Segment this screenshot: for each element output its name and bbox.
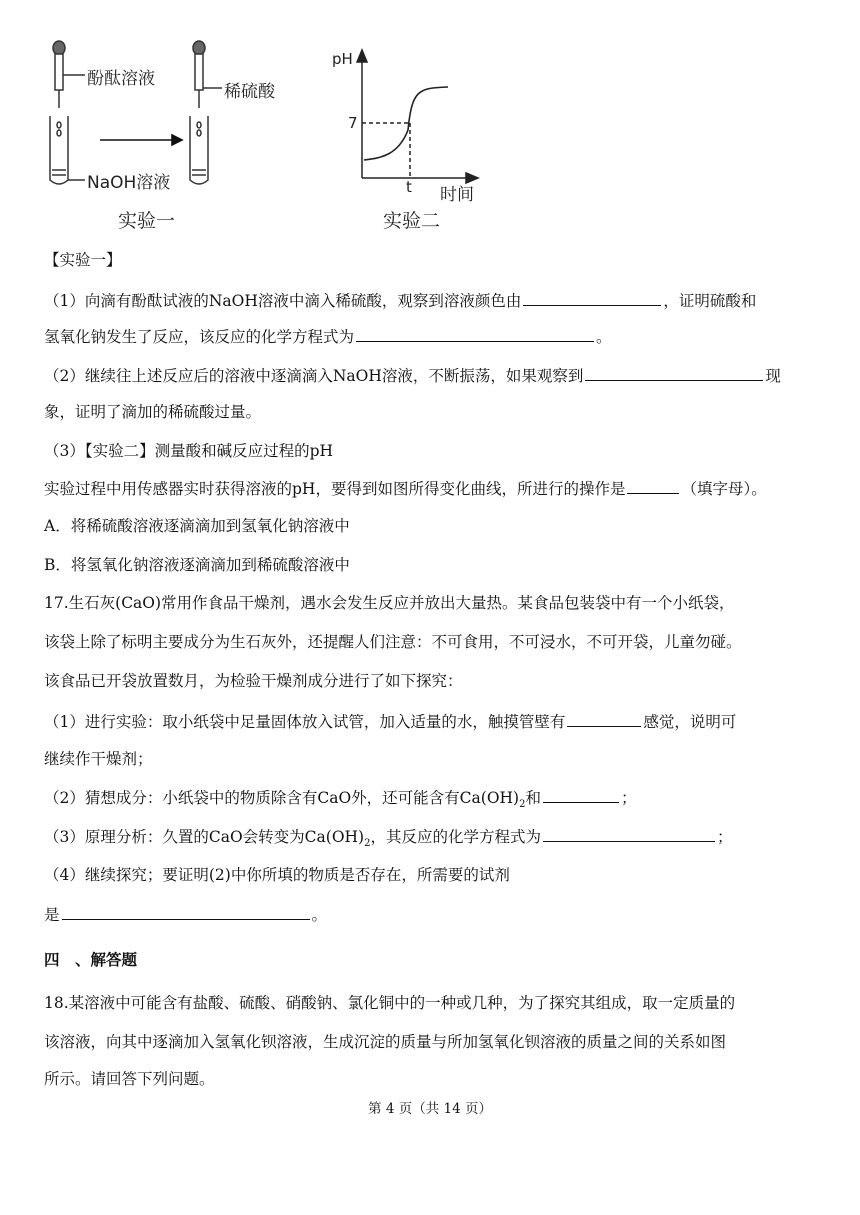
s2-text-b: 和: [525, 789, 541, 807]
s1-line1: [44, 710, 736, 733]
exp1-heading-text: 【实验一】: [44, 251, 122, 269]
q3-text-b: 实验过程中用传感器实时获得溶液的pH，要得到如图所得变化曲线，所进行的操作是: [44, 480, 626, 498]
test-tube-2: [190, 116, 208, 184]
p17-line1: [44, 592, 735, 614]
option-b: [44, 554, 350, 576]
s2-subscript: 2: [519, 799, 526, 811]
option-b-text: B．将氢氧化钠溶液逐滴滴加到稀硫酸溶液中: [44, 556, 350, 574]
s3-line: [44, 825, 733, 855]
s1-text-a: （1）进行实验：取小纸袋中足量固体放入试管，加入适量的水，触摸管壁有: [44, 713, 566, 731]
s4-text-c: 。: [311, 906, 328, 924]
q2-line2: [44, 401, 261, 423]
p18-line3: [44, 1068, 215, 1090]
option-a-text: A．将稀硫酸溶液逐滴滴加到氢氧化钠溶液中: [44, 517, 350, 535]
dropper-2: [193, 41, 222, 108]
option-a: [44, 515, 350, 537]
arrow-icon: [100, 135, 182, 145]
test-tube-1: [50, 116, 85, 184]
q1-text-a: （1）向滴有酚酞试液的NaOH溶液中滴入稀硫酸，观察到溶液颜色由: [44, 292, 522, 310]
s4-text-a: （4）继续探究；要证明(2)中你所填的物质是否存在，所需要的试剂: [44, 866, 510, 884]
ph-seven-label: 7: [348, 114, 358, 132]
q3-line2: [44, 477, 767, 500]
q1-text-d: 。: [596, 328, 612, 346]
p18-text-a: 18.某溶液中可能含有盐酸、硫酸、硝酸钠、氯化铜中的一种或几种，为了探究其组成，取一定质量的: [44, 994, 736, 1012]
p17-text-a: 17.生石灰(CaO)常用作食品干燥剂，遇水会发生反应并放出大量热。某食品包装袋中有一个小纸袋，: [44, 594, 735, 612]
p17-line2: [44, 631, 742, 653]
s1-text-c: 继续作干燥剂；: [44, 750, 153, 768]
dropper-1: [53, 41, 85, 108]
p17-text-b: 该袋上除了标明主要成分为生石灰外，还提醒人们注意：不可食用，不可浸水，不可开袋，儿童勿碰。: [44, 633, 742, 651]
s4-line1: [44, 864, 510, 886]
p17-line3: [44, 670, 463, 692]
p18-line2: [44, 1031, 726, 1053]
caption-exp1: 实验一: [118, 210, 176, 232]
q2-text-b: 现: [765, 367, 781, 385]
p18-line1: [44, 992, 735, 1014]
q3-text-c: （填字母）。: [681, 480, 767, 498]
q1-line2: [44, 325, 612, 348]
page-footer: 第 4 页（共 14 页）: [368, 1101, 492, 1117]
ph-axis-label: pH: [332, 50, 353, 68]
s3-blank-equation[interactable]: [543, 825, 715, 842]
s3-text-b: ，其反应的化学方程式为: [370, 828, 541, 846]
q2-text-c: 象，证明了滴加的稀硫酸过量。: [44, 403, 262, 421]
p17-text-c: 该食品已开袋放置数月，为检验干燥剂成分进行了如下探究：: [44, 672, 463, 690]
s1-blank-feeling[interactable]: [567, 710, 641, 727]
q1-blank-equation[interactable]: [356, 325, 594, 342]
s1-line2: [44, 748, 153, 770]
s4-text-b: 是: [44, 906, 60, 924]
s3-subscript: 2: [364, 838, 371, 850]
s2-line: [44, 786, 637, 816]
q2-blank-observe[interactable]: [585, 364, 763, 381]
p18-text-c: 所示。请回答下列问题。: [44, 1070, 215, 1088]
q2-text-a: （2）继续往上述反应后的溶液中逐滴滴入NaOH溶液，不断振荡，如果观察到: [44, 367, 584, 385]
q1-blank-color[interactable]: [523, 289, 661, 306]
q1-text-c: 氢氧化钠发生了反应，该反应的化学方程式为: [44, 328, 355, 346]
t-label: t: [406, 178, 412, 196]
caption-exp2: 实验二: [383, 210, 441, 232]
s1-text-b: 感觉，说明可: [643, 713, 737, 731]
s3-text-a: （3）原理分析：久置的CaO会转变为Ca(OH): [44, 828, 365, 846]
q3-blank-choice[interactable]: [627, 477, 679, 494]
p18-text-b: 该溶液，向其中逐滴加入氢氧化钡溶液，生成沉淀的质量与所加氢氧化钡溶液的质量之间的关系如图: [44, 1033, 727, 1051]
label-phenolphthalein: 酚酞溶液: [87, 69, 155, 89]
s2-blank-substance[interactable]: [543, 786, 619, 803]
label-naoh: NaOH溶液: [87, 173, 171, 193]
time-axis-label: 时间: [440, 185, 474, 205]
exp1-heading: [44, 249, 122, 271]
q1-text-b: ，证明硫酸和: [663, 292, 757, 310]
q1-line1: [44, 289, 756, 312]
s3-text-c: ；: [716, 828, 733, 846]
q3-text-a: （3）【实验二】测量酸和碱反应过程的pH: [44, 442, 334, 460]
s2-text-c: ；: [620, 789, 637, 807]
s4-blank-reagent[interactable]: [62, 903, 310, 920]
section-four-heading: [44, 949, 137, 971]
label-sulfuric-acid: 稀硫酸: [224, 82, 275, 102]
s2-text-a: （2）猜想成分：小纸袋中的物质除含有CaO外，还可能含有Ca(OH): [44, 789, 520, 807]
q2-line1: [44, 364, 781, 387]
s4-line2: [44, 903, 327, 926]
section-four-text: 四 、解答题: [44, 951, 138, 969]
ph-chart: [357, 50, 478, 183]
q3-line1: [44, 440, 333, 462]
